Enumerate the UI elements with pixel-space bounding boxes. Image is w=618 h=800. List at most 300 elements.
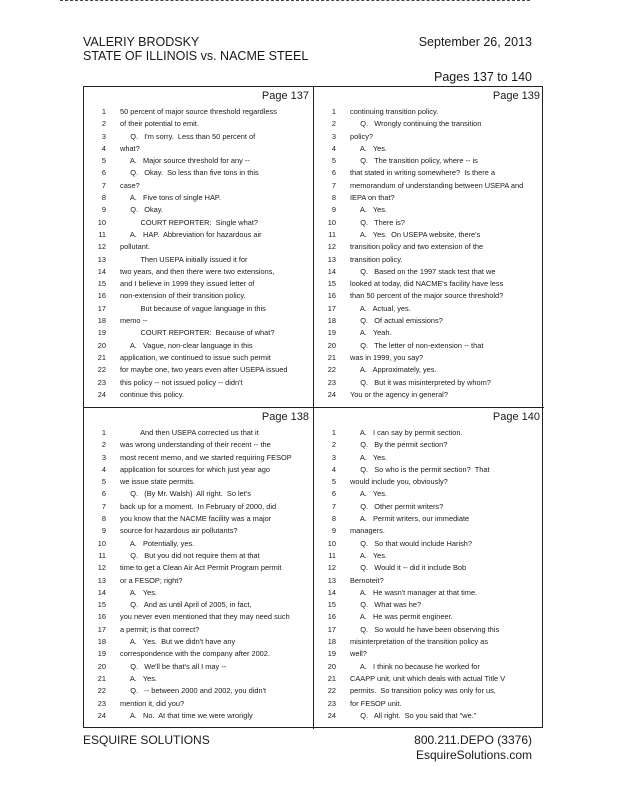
page-title: Page 140 bbox=[492, 411, 540, 423]
line-text: Q. -- between 2000 and 2002, you didn't bbox=[120, 686, 267, 696]
line-number: 21 bbox=[327, 352, 336, 362]
transcript-line bbox=[314, 624, 544, 636]
case-title: STATE OF ILLINOIS vs. NACME STEEL bbox=[83, 49, 309, 63]
transcript-line bbox=[314, 648, 544, 660]
line-number: 1 bbox=[331, 107, 336, 116]
line-number: 19 bbox=[327, 649, 336, 659]
line-text: and I believe in 1999 they issued letter of bbox=[120, 279, 255, 289]
transcript-line bbox=[84, 327, 313, 339]
line-text: A. Yes. On USEPA website, there's bbox=[350, 229, 481, 239]
line-text: transition policy. bbox=[350, 254, 403, 264]
line-number: 10 bbox=[327, 538, 336, 548]
line-number: 16 bbox=[327, 612, 336, 622]
line-text: Q. I'm sorry. Less than 50 percent of bbox=[120, 131, 256, 141]
transcript-line bbox=[84, 636, 313, 648]
line-number: 13 bbox=[327, 575, 336, 585]
line-text: Q. So who is the permit section? That bbox=[350, 464, 490, 474]
line-text: A. HAP. Abbreviation for hazardous air bbox=[120, 229, 262, 239]
line-number: 9 bbox=[101, 526, 106, 536]
line-number: 17 bbox=[327, 624, 336, 634]
line-number: 10 bbox=[97, 538, 106, 548]
line-text: A. Yes. bbox=[120, 587, 157, 597]
line-text: Q. But you did not require them at that bbox=[120, 550, 260, 560]
line-text: most recent memo, and we started requiring FESOP bbox=[120, 452, 292, 462]
line-text: A. I think no because he worked for bbox=[350, 661, 480, 671]
line-text: this policy -- not issued policy -- didn't bbox=[120, 377, 243, 387]
line-number: 4 bbox=[331, 464, 336, 474]
line-number: 14 bbox=[97, 266, 106, 276]
line-text: was wrong understanding of their recent -- the bbox=[120, 440, 271, 450]
transcript-line bbox=[84, 352, 313, 364]
line-number: 22 bbox=[327, 365, 336, 375]
transcript-line bbox=[314, 192, 544, 204]
line-number: 8 bbox=[101, 193, 106, 203]
line-number: 17 bbox=[97, 624, 106, 634]
line-text: that stated in writing somewhere? Is there a bbox=[350, 168, 496, 178]
footer-phone: 800.211.DEPO (3376) bbox=[414, 733, 532, 747]
line-number: 1 bbox=[331, 428, 336, 437]
line-text: application, we continued to issue such permit bbox=[120, 352, 271, 362]
transcript-line bbox=[84, 587, 313, 599]
line-number: 23 bbox=[327, 698, 336, 708]
line-text: Q. And as until April of 2005, in fact, bbox=[120, 600, 252, 610]
line-number: 6 bbox=[101, 489, 106, 499]
footer-website: EsquireSolutions.com bbox=[415, 748, 532, 762]
line-text: permits. So transition policy was only for us, bbox=[350, 686, 496, 696]
line-number: 10 bbox=[97, 217, 106, 227]
transcript-line bbox=[314, 464, 544, 476]
line-text: memorandum of understanding between USEPA and bbox=[350, 180, 524, 190]
transcript-line bbox=[84, 229, 313, 241]
line-text: was in 1999, you say? bbox=[350, 352, 424, 362]
line-number: 18 bbox=[97, 316, 106, 326]
line-number: 7 bbox=[101, 501, 106, 511]
transcript-line bbox=[314, 106, 544, 118]
transcript-lines bbox=[314, 427, 544, 722]
line-number: 23 bbox=[97, 377, 106, 387]
line-number: 22 bbox=[97, 686, 106, 696]
transcript-line bbox=[314, 167, 544, 179]
transcript-line bbox=[84, 575, 313, 587]
line-text: Q. The letter of non-extension -- that bbox=[350, 340, 484, 350]
line-number: 6 bbox=[331, 489, 336, 499]
line-number: 8 bbox=[101, 514, 106, 524]
line-number: 16 bbox=[327, 291, 336, 301]
line-text: you never even mentioned that they may need such bbox=[120, 612, 290, 622]
line-text: A. Yes. But we didn't have any bbox=[120, 637, 236, 647]
line-number: 17 bbox=[327, 303, 336, 313]
line-text: A. No. At that time we were wrongly bbox=[120, 710, 253, 720]
line-number: 11 bbox=[98, 550, 106, 560]
line-number: 3 bbox=[101, 452, 106, 462]
line-text: for FESOP unit. bbox=[350, 698, 402, 708]
line-text: A. Actual, yes. bbox=[350, 303, 411, 313]
line-number: 2 bbox=[101, 440, 106, 450]
line-number: 7 bbox=[331, 501, 336, 511]
transcript-line bbox=[314, 143, 544, 155]
transcript-line bbox=[84, 389, 313, 401]
line-text: Q. By the permit section? bbox=[350, 440, 448, 450]
line-text: 50 percent of major source threshold regardless bbox=[120, 107, 277, 116]
line-number: 12 bbox=[327, 242, 336, 252]
line-number: 5 bbox=[101, 156, 106, 166]
line-number: 19 bbox=[97, 649, 106, 659]
line-number: 6 bbox=[101, 168, 106, 178]
line-number: 18 bbox=[327, 637, 336, 647]
transcript-line bbox=[314, 290, 544, 302]
line-text: time to get a Clean Air Act Permit Program permit bbox=[120, 563, 282, 573]
transcript-line bbox=[84, 698, 313, 710]
line-text: non-extension of their transition policy. bbox=[120, 291, 246, 301]
line-text: Q. Based on the 1997 stack test that we bbox=[350, 266, 496, 276]
line-text: case? bbox=[120, 180, 140, 190]
line-number: 19 bbox=[327, 328, 336, 338]
line-text: A. Yes. bbox=[350, 550, 387, 560]
line-text: managers. bbox=[350, 526, 385, 536]
line-text: continuing transition policy. bbox=[350, 107, 439, 116]
line-number: 20 bbox=[327, 340, 336, 350]
transcript-line bbox=[84, 217, 313, 229]
page-title: Page 137 bbox=[261, 90, 309, 102]
line-text: than 50 percent of the major source threshold? bbox=[350, 291, 504, 301]
transcript-line bbox=[84, 439, 313, 451]
transcript-line bbox=[314, 673, 544, 685]
line-number: 24 bbox=[97, 710, 106, 720]
line-text: pollutant. bbox=[120, 242, 150, 252]
transcript-line bbox=[314, 587, 544, 599]
transcript-line bbox=[314, 118, 544, 130]
line-text: A. Yes. bbox=[350, 452, 387, 462]
transcript-line bbox=[314, 685, 544, 697]
line-text: A. Potentially, yes. bbox=[120, 538, 195, 548]
line-number: 1 bbox=[101, 428, 106, 437]
line-number: 4 bbox=[331, 143, 336, 153]
line-text: A. Vague, non-clear language in this bbox=[120, 340, 253, 350]
transcript-line bbox=[314, 513, 544, 525]
line-number: 23 bbox=[327, 377, 336, 387]
line-number: 3 bbox=[331, 131, 336, 141]
transcript-line bbox=[314, 204, 544, 216]
line-text: Q. What was he? bbox=[350, 600, 422, 610]
transcript-line bbox=[314, 575, 544, 587]
line-text: misinterpretation of the transition policy as bbox=[350, 637, 489, 647]
line-number: 23 bbox=[97, 698, 106, 708]
line-text: A. Yeah. bbox=[350, 328, 392, 338]
line-text: Q. There is? bbox=[350, 217, 405, 227]
transcript-line bbox=[314, 562, 544, 574]
transcript-lines bbox=[314, 106, 544, 401]
page-title: Page 138 bbox=[261, 411, 309, 423]
quadrant-page-140 bbox=[314, 408, 544, 729]
line-text: correspondence with the company after 2002. bbox=[120, 649, 270, 659]
line-text: COURT REPORTER: Single what? bbox=[120, 217, 259, 227]
transcript-line bbox=[314, 550, 544, 562]
transcript-line bbox=[314, 254, 544, 266]
transcript-line bbox=[314, 217, 544, 229]
line-number: 7 bbox=[101, 180, 106, 190]
line-number: 11 bbox=[328, 229, 336, 239]
line-text: Q. (By Mr. Walsh) All right. So let's bbox=[120, 489, 251, 499]
line-text: A. Yes. bbox=[120, 673, 157, 683]
line-text: You or the agency in general? bbox=[350, 389, 448, 399]
deposition-date: September 26, 2013 bbox=[418, 35, 532, 49]
transcript-line bbox=[314, 364, 544, 376]
transcript-lines bbox=[84, 427, 313, 722]
line-number: 15 bbox=[97, 600, 106, 610]
transcript-line bbox=[84, 131, 313, 143]
line-number: 9 bbox=[101, 205, 106, 215]
line-text: we issue state permits. bbox=[120, 477, 196, 487]
transcript-line bbox=[314, 278, 544, 290]
line-text: A. Yes. bbox=[350, 489, 387, 499]
line-text: A. He wasn't manager at that time. bbox=[350, 587, 478, 597]
line-number: 12 bbox=[327, 563, 336, 573]
transcript-line bbox=[314, 340, 544, 352]
transcript-line bbox=[314, 241, 544, 253]
footer-company: ESQUIRE SOLUTIONS bbox=[83, 733, 210, 747]
transcript-line bbox=[314, 525, 544, 537]
line-number: 11 bbox=[328, 550, 336, 560]
quadrant-page-138 bbox=[84, 408, 314, 729]
line-text: A. Approximately, yes. bbox=[350, 365, 437, 375]
transcript-line bbox=[314, 315, 544, 327]
transcript-line bbox=[314, 303, 544, 315]
line-text: Q. The transition policy, where -- is bbox=[350, 156, 478, 166]
line-text: what? bbox=[120, 143, 140, 153]
transcript-line bbox=[84, 303, 313, 315]
transcript-line bbox=[314, 377, 544, 389]
transcript-line bbox=[84, 106, 313, 118]
case-header bbox=[83, 35, 308, 63]
transcript-line bbox=[314, 661, 544, 673]
line-text: A. Five tons of single HAP. bbox=[120, 193, 221, 203]
line-number: 15 bbox=[97, 279, 106, 289]
transcript-line bbox=[314, 327, 544, 339]
line-number: 13 bbox=[327, 254, 336, 264]
transcript-line bbox=[84, 315, 313, 327]
transcript-line bbox=[84, 204, 313, 216]
transcript-line bbox=[314, 352, 544, 364]
line-text: Then USEPA initially issued it for bbox=[120, 254, 248, 264]
transcript-line bbox=[84, 562, 313, 574]
transcript-line bbox=[84, 464, 313, 476]
transcript-line bbox=[84, 143, 313, 155]
line-number: 20 bbox=[97, 661, 106, 671]
line-number: 17 bbox=[97, 303, 106, 313]
line-number: 2 bbox=[101, 119, 106, 129]
line-number: 5 bbox=[101, 477, 106, 487]
transcript-line bbox=[84, 241, 313, 253]
top-border-line bbox=[60, 0, 530, 3]
line-text: Bernoteit? bbox=[350, 575, 384, 585]
transcript-line bbox=[314, 266, 544, 278]
line-number: 8 bbox=[331, 193, 336, 203]
line-text: A. Permit writers, our immediate bbox=[350, 514, 470, 524]
line-text: But because of vague language in this bbox=[120, 303, 266, 313]
line-text: A. I can say by permit section. bbox=[350, 428, 463, 437]
transcript-line bbox=[84, 710, 313, 722]
line-number: 10 bbox=[327, 217, 336, 227]
line-text: continue this policy. bbox=[120, 389, 184, 399]
transcript-line bbox=[84, 648, 313, 660]
line-text: policy? bbox=[350, 131, 374, 141]
line-number: 3 bbox=[101, 131, 106, 141]
line-number: 12 bbox=[97, 242, 106, 252]
line-text: for maybe one, two years even after USEPA issued bbox=[120, 365, 288, 375]
transcript-lines bbox=[84, 106, 313, 401]
line-number: 19 bbox=[97, 328, 106, 338]
line-number: 2 bbox=[331, 119, 336, 129]
transcript-line bbox=[314, 452, 544, 464]
transcript-line bbox=[84, 550, 313, 562]
page-title: Page 139 bbox=[492, 90, 540, 102]
transcript-line bbox=[314, 698, 544, 710]
transcript-line bbox=[84, 624, 313, 636]
line-number: 7 bbox=[331, 180, 336, 190]
line-number: 2 bbox=[331, 440, 336, 450]
line-number: 21 bbox=[97, 352, 106, 362]
transcript-line bbox=[314, 476, 544, 488]
line-text: mention it, did you? bbox=[120, 698, 185, 708]
line-number: 4 bbox=[101, 143, 106, 153]
line-number: 5 bbox=[331, 477, 336, 487]
line-number: 18 bbox=[327, 316, 336, 326]
line-number: 3 bbox=[331, 452, 336, 462]
line-number: 4 bbox=[101, 464, 106, 474]
line-text: Q. Okay. So less than five tons in this bbox=[120, 168, 259, 178]
line-text: Q. Of actual emissions? bbox=[350, 316, 443, 326]
line-text: Q. Would it -- did it include Bob bbox=[350, 563, 467, 573]
line-text: of their potential to emit. bbox=[120, 119, 199, 129]
transcript-line bbox=[84, 340, 313, 352]
line-number: 24 bbox=[97, 389, 106, 399]
line-text: A. Yes. bbox=[350, 205, 387, 215]
line-text: Q. So that would include Harish? bbox=[350, 538, 473, 548]
line-text: you know that the NACME facility was a major bbox=[120, 514, 272, 524]
quadrant-page-139 bbox=[314, 87, 544, 408]
line-number: 14 bbox=[327, 587, 336, 597]
transcript-line bbox=[84, 599, 313, 611]
transcript-line bbox=[84, 488, 313, 500]
transcript-line bbox=[84, 180, 313, 192]
transcript-line bbox=[314, 155, 544, 167]
transcript-line bbox=[84, 427, 313, 439]
transcript-line bbox=[314, 501, 544, 513]
line-text: application for sources for which just year ago bbox=[120, 464, 270, 474]
transcript-line bbox=[314, 636, 544, 648]
transcript-line bbox=[84, 192, 313, 204]
line-text: CAAPP unit, unit which deals with actual Title V bbox=[350, 673, 506, 683]
line-text: Q. All right. So you said that "we." bbox=[350, 710, 477, 720]
line-number: 6 bbox=[331, 168, 336, 178]
transcript-line bbox=[314, 611, 544, 623]
transcript-line bbox=[314, 427, 544, 439]
transcript-line bbox=[84, 452, 313, 464]
line-number: 13 bbox=[97, 575, 106, 585]
line-text: And then USEPA corrected us that it bbox=[120, 428, 259, 437]
line-number: 14 bbox=[327, 266, 336, 276]
line-number: 8 bbox=[331, 514, 336, 524]
line-text: A. He was permit engineer. bbox=[350, 612, 453, 622]
transcript-grid bbox=[83, 86, 543, 728]
line-number: 14 bbox=[97, 587, 106, 597]
line-number: 24 bbox=[327, 710, 336, 720]
line-text: Q. Wrongly continuing the transition bbox=[350, 119, 482, 129]
witness-name: VALERIY BRODSKY bbox=[83, 35, 200, 49]
transcript-line bbox=[84, 167, 313, 179]
line-text: a permit; is that correct? bbox=[120, 624, 200, 634]
line-text: Q. But it was misinterpreted by whom? bbox=[350, 377, 491, 387]
line-number: 15 bbox=[327, 600, 336, 610]
line-number: 20 bbox=[97, 340, 106, 350]
transcript-line bbox=[84, 254, 313, 266]
line-text: well? bbox=[350, 649, 367, 659]
line-number: 5 bbox=[331, 156, 336, 166]
transcript-line bbox=[84, 673, 313, 685]
line-text: Q. We'll be that's all I may -- bbox=[120, 661, 227, 671]
line-number: 15 bbox=[327, 279, 336, 289]
line-number: 9 bbox=[331, 205, 336, 215]
line-text: A. Yes. bbox=[350, 143, 387, 153]
line-text: would include you, obviously? bbox=[350, 477, 448, 487]
line-text: transition policy and two extension of the bbox=[350, 242, 484, 252]
line-number: 21 bbox=[327, 673, 336, 683]
footer-contact bbox=[414, 733, 532, 763]
line-text: two years, and then there were two extensions, bbox=[120, 266, 275, 276]
transcript-line bbox=[84, 155, 313, 167]
transcript-line bbox=[84, 118, 313, 130]
line-text: IEPA on that? bbox=[350, 193, 395, 203]
transcript-line bbox=[84, 525, 313, 537]
transcript-line bbox=[314, 599, 544, 611]
transcript-line bbox=[84, 290, 313, 302]
line-text: memo -- bbox=[120, 316, 148, 326]
line-number: 11 bbox=[98, 229, 106, 239]
transcript-line bbox=[84, 266, 313, 278]
line-number: 24 bbox=[327, 389, 336, 399]
line-number: 22 bbox=[97, 365, 106, 375]
line-number: 1 bbox=[101, 107, 106, 116]
line-text: Q. Okay. bbox=[120, 205, 163, 215]
transcript-line bbox=[84, 611, 313, 623]
transcript-line bbox=[84, 278, 313, 290]
line-number: 12 bbox=[97, 563, 106, 573]
transcript-line bbox=[314, 180, 544, 192]
line-number: 9 bbox=[331, 526, 336, 536]
transcript-line bbox=[314, 488, 544, 500]
line-number: 16 bbox=[97, 612, 106, 622]
transcript-line bbox=[84, 661, 313, 673]
transcript-line bbox=[84, 513, 313, 525]
line-text: A. Major source threshold for any -- bbox=[120, 156, 250, 166]
line-text: looked at today, did NACME's facility have less bbox=[350, 279, 504, 289]
line-number: 16 bbox=[97, 291, 106, 301]
line-number: 22 bbox=[327, 686, 336, 696]
transcript-line bbox=[314, 229, 544, 241]
line-number: 13 bbox=[97, 254, 106, 264]
line-text: or a FESOP; right? bbox=[120, 575, 183, 585]
line-text: COURT REPORTER: Because of what? bbox=[120, 328, 275, 338]
transcript-line bbox=[314, 439, 544, 451]
transcript-line bbox=[84, 685, 313, 697]
transcript-line bbox=[314, 710, 544, 722]
line-text: Q. So would he have been observing this bbox=[350, 624, 500, 634]
transcript-line bbox=[314, 131, 544, 143]
transcript-line bbox=[314, 538, 544, 550]
line-text: Q. Other permit writers? bbox=[350, 501, 444, 511]
line-number: 18 bbox=[97, 637, 106, 647]
transcript-line bbox=[84, 377, 313, 389]
